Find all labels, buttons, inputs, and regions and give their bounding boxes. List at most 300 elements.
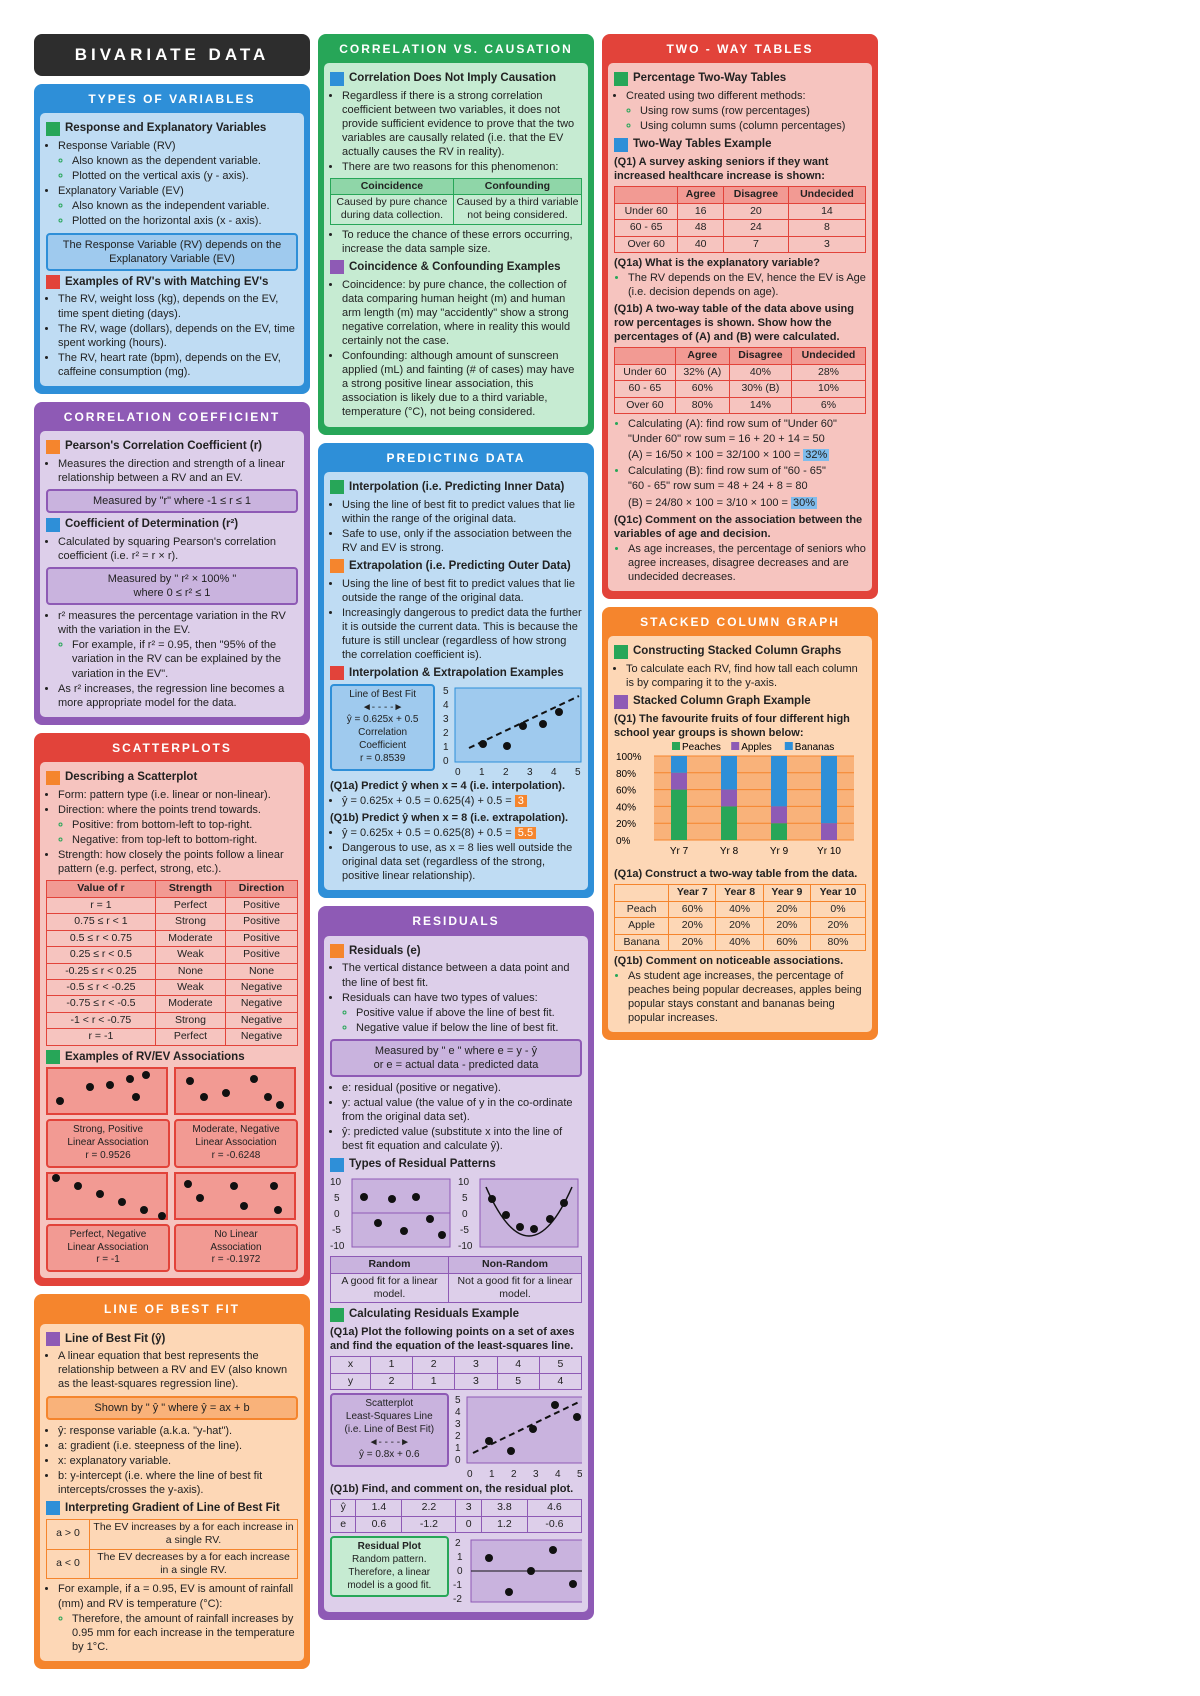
- table-cell: 16: [678, 203, 724, 219]
- orange-square-icon: [46, 771, 60, 785]
- subheading: Examples of RV/EV Associations: [46, 1050, 298, 1065]
- table-header: Coincidence: [331, 178, 454, 194]
- bullet: • Explanatory Variable (EV): [58, 184, 298, 198]
- green-square-icon: [614, 645, 628, 659]
- prediction-scatterplot: [439, 684, 582, 776]
- bar-segment: [671, 790, 687, 840]
- table-cell: -1.2: [402, 1516, 456, 1532]
- table-row: [47, 897, 298, 913]
- table-cell: 20%: [669, 934, 716, 950]
- table-cell: 3: [455, 1357, 497, 1373]
- svg-text:0: 0: [334, 1209, 340, 1221]
- table-cell: 60%: [669, 901, 716, 917]
- svg-text:2: 2: [454, 1431, 461, 1443]
- residual-plot-example: [330, 1536, 582, 1606]
- y-tick-label: 80%: [616, 768, 637, 780]
- table-cell: 5: [497, 1373, 539, 1389]
- table-row: [615, 364, 866, 380]
- bullet: • Safe to use, only if the association between the RV and EV is strong.: [342, 527, 582, 555]
- legend-swatch: [785, 742, 793, 750]
- bullet: • Using the line of best fit to predict values that lie within the range of the original data.: [342, 498, 582, 526]
- calculation: (B) = 24/80 × 100 = 3/10 × 100 = 30%: [628, 496, 816, 509]
- x-tick: 1: [479, 766, 485, 776]
- svg-text:4: 4: [454, 1407, 461, 1419]
- residuals-card: [318, 906, 594, 1620]
- subheading: Residuals (e): [330, 944, 582, 959]
- subheading: Percentage Two-Way Tables: [614, 71, 866, 86]
- svg-text:-5: -5: [460, 1225, 469, 1237]
- svg-text:5: 5: [576, 1469, 582, 1480]
- table-cell: 20: [724, 203, 789, 219]
- strong-positive-scatter: [46, 1067, 168, 1115]
- calculation: (A) = 16/50 × 100 = 32/100 × 100 = 32%: [628, 449, 828, 462]
- answer: • ŷ = 0.625x + 0.5 = 0.625(4) + 0.5 = 3: [342, 794, 582, 808]
- table-cell: 2.2: [402, 1500, 456, 1516]
- table-cell: Perfect: [155, 1029, 225, 1045]
- svg-text:3: 3: [532, 1469, 539, 1480]
- subheading: Constructing Stacked Column Graphs: [614, 644, 866, 659]
- bullet: ◦ Positive value if above the line of best fit.: [356, 1006, 582, 1020]
- answer: • Dangerous to use, as x = 8 lies well outside the original data set (regardless of the strong, positive linear relationship).: [342, 841, 582, 883]
- residual-table: [330, 1499, 582, 1533]
- bullet: ◦ Plotted on the horizontal axis (x - axis).: [72, 214, 298, 228]
- bullet: • r² measures the percentage variation in the RV with the variation in the EV.: [58, 609, 298, 637]
- x-tick-label: Yr 10: [817, 846, 841, 858]
- table-cell: Under 60: [615, 364, 676, 380]
- table-row: [47, 947, 298, 963]
- orange-square-icon: [330, 944, 344, 958]
- legend-label: Apples: [741, 742, 772, 754]
- purple-square-icon: [330, 260, 344, 274]
- x-tick: 3: [527, 766, 533, 776]
- table-cell: 0.75 ≤ r < 1: [47, 914, 156, 930]
- svg-text:-5: -5: [332, 1225, 341, 1237]
- bullet: • y: actual value (the value of y in the co-ordinate from the original data set).: [342, 1096, 582, 1124]
- two-way-tables-card: [602, 34, 878, 599]
- table-header: Strength: [155, 881, 225, 897]
- bullet: • The RV, weight loss (kg), depends on the EV, time spent dieting (days).: [58, 292, 298, 320]
- table-row: [47, 996, 298, 1012]
- table-cell: 0.25 ≤ r < 0.5: [47, 947, 156, 963]
- residual-plot: [453, 1536, 582, 1606]
- card-heading: TYPES OF VARIABLES: [88, 92, 256, 106]
- subheading: Line of Best Fit (ŷ): [46, 1332, 298, 1347]
- svg-text:3: 3: [454, 1419, 461, 1431]
- table-cell: 5: [539, 1357, 581, 1373]
- column-1: [34, 34, 310, 1677]
- stacked-column-graph-card: [602, 607, 878, 1040]
- table-header: Non-Random: [449, 1257, 582, 1273]
- subheading: Interpolation & Extrapolation Examples: [330, 666, 582, 681]
- formula-box: Measured by " e " where e = y - ŷ or e = actual data - predicted data: [330, 1039, 582, 1077]
- y-tick-label: 40%: [616, 802, 637, 814]
- bullet: • Measures the direction and strength of a linear relationship between a RV and an EV.: [58, 457, 298, 485]
- table-cell: -0.25 ≤ r < 0.25: [47, 963, 156, 979]
- bullet: • x: explanatory variable.: [58, 1454, 298, 1468]
- y-tick: 5: [443, 685, 449, 697]
- question: (Q1a) Plot the following points on a set of axes and find the equation of the least-squares line.: [330, 1326, 575, 1353]
- table-cell: ŷ: [331, 1500, 356, 1516]
- green-square-icon: [46, 1050, 60, 1064]
- table-header: Agree: [675, 348, 729, 364]
- blue-square-icon: [614, 138, 628, 152]
- y-tick: 0: [443, 755, 449, 767]
- bar-segment: [821, 823, 837, 840]
- table-cell: -0.75 ≤ r < -0.5: [47, 996, 156, 1012]
- table-cell: 3: [455, 1373, 497, 1389]
- table-cell: 40%: [716, 934, 763, 950]
- table-row: [615, 934, 866, 950]
- table-cell: 1: [370, 1357, 412, 1373]
- subheading: Interpolation (i.e. Predicting Inner Data): [330, 480, 582, 495]
- x-tick: 4: [551, 766, 557, 776]
- y-tick: 3: [443, 713, 449, 725]
- table-cell: 2: [370, 1373, 412, 1389]
- svg-text:-10: -10: [330, 1241, 345, 1253]
- table-header: Year 8: [716, 885, 763, 901]
- bullet: • Coincidence: by pure chance, the collection of data comparing human height (m) and human arm length (m) may "accidently" show a strong negative correlation, where in reality this would certainly not the case.: [342, 278, 582, 348]
- table-row: [615, 397, 866, 413]
- bullet: • To reduce the chance of these errors occurring, increase the data sample size.: [342, 228, 582, 256]
- calculation: "Under 60" row sum = 16 + 20 + 14 = 50: [628, 433, 825, 446]
- bullet: • ŷ: predicted value (substitute x into the line of best fit equation and calculate ŷ).: [342, 1125, 582, 1153]
- calculation: • Calculating (A): find row sum of "Under 60": [628, 417, 866, 431]
- bullet: • A linear equation that best represents the relationship between a RV and EV (also known as the least-squares regression line).: [58, 1349, 298, 1391]
- pattern-table: [330, 1256, 582, 1303]
- answer: • As student age increases, the percentage of peaches being popular decreases, apples being popular stays constant and bananas being popular increases.: [628, 969, 866, 1025]
- bullet: • Regardless if there is a strong correlation coefficient between two variables, it does not provide sufficient evidence to prove that the two variables are causally related (i.e. that the EV actually causes the RV in reality).: [342, 89, 582, 159]
- table-row: [47, 1012, 298, 1028]
- least-squares-scatterplot: [453, 1393, 582, 1479]
- bullet: • To calculate each RV, find how tall each column is by comparing it to the y-axis.: [626, 662, 866, 690]
- table-cell: 4: [497, 1357, 539, 1373]
- table-cell: Positive: [226, 930, 298, 946]
- bullet: ◦ For example, if r² = 0.95, then "95% of the variation in the RV can be explained by the variation in the EV".: [72, 638, 298, 680]
- table-header: Year 9: [763, 885, 810, 901]
- table-cell: 3.8: [481, 1500, 527, 1516]
- y-tick-label: 100%: [616, 752, 642, 764]
- legend-box: Line of Best Fit ◄- - - -► ŷ = 0.625x + 0.5 Correlation Coefficient r = 0.8539: [330, 684, 435, 771]
- y-tick-label: 0%: [616, 836, 631, 848]
- table-cell: 20%: [716, 918, 763, 934]
- y-tick: 2: [443, 727, 449, 739]
- line-of-best-fit-card: [34, 1294, 310, 1669]
- red-square-icon: [46, 275, 60, 289]
- bullet: • For example, if a = 0.95, EV is amount of rainfall (mm) and RV is temperature (°C):: [58, 1582, 298, 1610]
- table-cell: 7: [724, 236, 789, 252]
- orange-square-icon: [46, 440, 60, 454]
- y-tick-label: 20%: [616, 819, 637, 831]
- table-cell: 48: [678, 220, 724, 236]
- y-tick: 4: [443, 699, 449, 711]
- x-tick-label: Yr 9: [769, 846, 789, 858]
- subheading: Pearson's Correlation Coefficient (r): [46, 439, 298, 454]
- table-cell: Caused by pure chance during data collection.: [331, 194, 454, 224]
- bar-segment: [771, 807, 787, 824]
- x-tick: 5: [575, 766, 581, 776]
- subheading: Examples of RV's with Matching EV's: [46, 275, 298, 290]
- table-cell: 30% (B): [729, 381, 791, 397]
- table-cell: 2: [413, 1357, 455, 1373]
- table-cell: r = -1: [47, 1029, 156, 1045]
- bullet: • The RV, wage (dollars), depends on the EV, time spent working (hours).: [58, 322, 298, 350]
- table-header: Disagree: [729, 348, 791, 364]
- question: (Q1b) Predict ŷ when x = 8 (i.e. extrapolation).: [330, 811, 569, 824]
- fruit-table: [614, 884, 866, 951]
- bullet: • e: residual (positive or negative).: [342, 1081, 582, 1095]
- svg-text:1: 1: [454, 1443, 461, 1455]
- bullet: • Calculated by squaring Pearson's correlation coefficient (i.e. r² = r × r).: [58, 535, 298, 563]
- table-cell: -0.6: [527, 1516, 581, 1532]
- table-cell: Negative: [226, 979, 298, 995]
- predicting-data-card: [318, 443, 594, 899]
- table-cell: Apple: [615, 918, 669, 934]
- answer: • The RV depends on the EV, hence the EV is Age (i.e. decision depends on age).: [628, 271, 866, 299]
- association-examples: [46, 1067, 298, 1272]
- subheading: Interpreting Gradient of Line of Best Fit: [46, 1501, 298, 1516]
- legend-label: Peaches: [682, 742, 721, 754]
- table-cell: 20%: [811, 918, 866, 934]
- table-cell: 1: [413, 1373, 455, 1389]
- table-row: [47, 979, 298, 995]
- table-header: Agree: [678, 187, 724, 203]
- table-cell: Moderate: [155, 930, 225, 946]
- table-cell: a > 0: [47, 1519, 90, 1549]
- subheading: Two-Way Tables Example: [614, 137, 866, 152]
- bullet: ◦ Also known as the independent variable.: [72, 199, 298, 213]
- bullet: ◦ Plotted on the vertical axis (y - axis).: [72, 169, 298, 183]
- types-of-variables-card: [34, 84, 310, 394]
- legend-box: Residual Plot Random pattern. Therefore, a linear model is a good fit.: [330, 1536, 449, 1597]
- bar-segment: [721, 756, 737, 790]
- table-cell: Not a good fit for a linear model.: [449, 1273, 582, 1303]
- table-header: Undecided: [788, 187, 865, 203]
- bullet: ◦ Positive: from bottom-left to top-right.: [72, 818, 298, 832]
- green-square-icon: [46, 122, 60, 136]
- association-caption: No Linear Association r = -0.1972: [174, 1224, 298, 1272]
- svg-text:0: 0: [456, 1566, 463, 1578]
- table-cell: A good fit for a linear model.: [331, 1273, 449, 1303]
- table-cell: Weak: [155, 979, 225, 995]
- green-square-icon: [614, 72, 628, 86]
- table-cell: The EV increases by a for each increase in a single RV.: [90, 1519, 298, 1549]
- table-cell: None: [226, 963, 298, 979]
- table-cell: 14%: [729, 397, 791, 413]
- question: (Q1b) Comment on noticeable associations.: [614, 954, 844, 967]
- legend-box: Scatterplot Least-Squares Line (i.e. Line of Best Fit) ◄- - - -► ŷ = 0.8x + 0.6: [330, 1393, 449, 1467]
- subheading: Coincidence & Confounding Examples: [330, 260, 582, 275]
- bullet: ◦ Negative: from top-left to bottom-right.: [72, 833, 298, 847]
- bullet: • Residuals can have two types of values:: [342, 991, 582, 1005]
- table-cell: Positive: [226, 897, 298, 913]
- subheading: Describing a Scatterplot: [46, 770, 298, 785]
- table-cell: Over 60: [615, 236, 678, 252]
- bullet: • b: y-intercept (i.e. where the line of best fit intercepts/crosses the y-axis).: [58, 1469, 298, 1497]
- bar-segment: [671, 773, 687, 790]
- bullet: • Response Variable (RV): [58, 139, 298, 153]
- bullet: • Strength: how closely the points follow a linear pattern (e.g. perfect, strong, etc.).: [58, 848, 298, 876]
- bullet: • Confounding: although amount of sunscreen applied (mL) and fainting (# of cases) may have a strong positive linear association, this association is likely due to a third variable, temperature (°C), not being considered.: [342, 349, 582, 419]
- x-tick-label: Yr 7: [669, 846, 689, 858]
- bullet: • Increasingly dangerous to predict data the further it is outside the current data. This is because the future is still unclear (regardless of how strong the correlation coefficient is).: [342, 606, 582, 662]
- table-cell: x: [331, 1357, 371, 1373]
- gradient-table: [46, 1519, 298, 1580]
- association-caption: Moderate, Negative Linear Association r = -0.6248: [174, 1119, 298, 1167]
- svg-text:1: 1: [488, 1469, 495, 1480]
- bullet: • Direction: where the points trend towards.: [58, 803, 298, 817]
- bullet: ◦ Therefore, the amount of rainfall increases by 0.95 mm for each increase in the temperature by 1°C.: [72, 1612, 298, 1654]
- strength-table: [46, 880, 298, 1045]
- table-cell: 40%: [716, 901, 763, 917]
- table-cell: 32% (A): [675, 364, 729, 380]
- row-percentage-table: [614, 347, 866, 414]
- svg-text:0: 0: [462, 1209, 468, 1221]
- calculation: "60 - 65" row sum = 48 + 24 + 8 = 80: [628, 480, 808, 493]
- subheading: Coefficient of Determination (r²): [46, 517, 298, 532]
- table-header: Year 7: [669, 885, 716, 901]
- svg-text:5: 5: [454, 1395, 461, 1407]
- table-cell: 6%: [792, 397, 866, 413]
- table-row: [615, 236, 866, 252]
- table-cell: 0.6: [356, 1516, 402, 1532]
- table-cell: 40%: [729, 364, 791, 380]
- table-cell: 8: [788, 220, 865, 236]
- question: (Q1a) What is the explanatory variable?: [614, 256, 821, 269]
- table-cell: Negative: [226, 1029, 298, 1045]
- least-squares-example: [330, 1393, 582, 1479]
- table-cell: Moderate: [155, 996, 225, 1012]
- table-cell: 1.4: [356, 1500, 402, 1516]
- table-cell: 28%: [792, 364, 866, 380]
- association-caption: Perfect, Negative Linear Association r = -1: [46, 1224, 170, 1272]
- table-cell: Banana: [615, 934, 669, 950]
- subheading: Response and Explanatory Variables: [46, 121, 298, 136]
- x-tick: 2: [503, 766, 509, 776]
- page-title: BIVARIATE DATA: [34, 34, 310, 76]
- question: (Q1a) Predict ŷ when x = 4 (i.e. interpolation).: [330, 779, 566, 792]
- table-cell: 80%: [811, 934, 866, 950]
- question: (Q1a) Construct a two-way table from the data.: [614, 868, 858, 881]
- question: (Q1c) Comment on the association between the variables of age and decision.: [614, 513, 863, 540]
- table-cell: Strong: [155, 1012, 225, 1028]
- subheading: Correlation Does Not Imply Causation: [330, 71, 582, 86]
- formula-box: Measured by " r² × 100% " where 0 ≤ r² ≤ 1: [46, 567, 298, 605]
- question: (Q1b) Find, and comment on, the residual plot.: [330, 1483, 574, 1496]
- table-cell: Strong: [155, 914, 225, 930]
- subheading: Extrapolation (i.e. Predicting Outer Data): [330, 559, 582, 574]
- table-cell: 60 - 65: [615, 220, 678, 236]
- table-cell: 3: [788, 236, 865, 252]
- column-3: [602, 34, 878, 1048]
- subheading: Types of Residual Patterns: [330, 1157, 582, 1172]
- survey-table: [614, 186, 866, 253]
- blue-square-icon: [330, 1158, 344, 1172]
- table-header: Direction: [226, 881, 298, 897]
- purple-square-icon: [46, 1332, 60, 1346]
- svg-text:5: 5: [462, 1193, 468, 1205]
- table-cell: Weak: [155, 947, 225, 963]
- table-cell: Over 60: [615, 397, 676, 413]
- table-cell: r = 1: [47, 897, 156, 913]
- column-2: [318, 34, 594, 1628]
- card-heading: PREDICTING DATA: [386, 450, 526, 465]
- card-heading: SCATTERPLOTS: [112, 740, 232, 755]
- x-tick-label: Yr 8: [719, 846, 739, 858]
- legend-swatch: [672, 742, 680, 750]
- table-header: [615, 348, 676, 364]
- blue-square-icon: [46, 518, 60, 532]
- table-cell: 0.5 ≤ r < 0.75: [47, 930, 156, 946]
- table-header: Confounding: [453, 178, 581, 194]
- green-square-icon: [330, 480, 344, 494]
- card-heading: LINE OF BEST FIT: [104, 1302, 240, 1317]
- svg-text:0: 0: [466, 1469, 473, 1480]
- moderate-negative-scatter: [174, 1067, 296, 1115]
- table-row: [615, 203, 866, 219]
- table-header: Year 10: [811, 885, 866, 901]
- table-cell: None: [155, 963, 225, 979]
- table-cell: 4: [539, 1373, 581, 1389]
- subheading: Stacked Column Graph Example: [614, 694, 866, 709]
- table-cell: 1.2: [481, 1516, 527, 1532]
- formula-box: Shown by " ŷ " where ŷ = ax + b: [46, 1396, 298, 1420]
- table-header: Disagree: [724, 187, 789, 203]
- svg-text:0: 0: [454, 1455, 461, 1467]
- y-tick-label: 60%: [616, 785, 637, 797]
- stacked-column-chart: [614, 740, 864, 864]
- answer: • ŷ = 0.625x + 0.5 = 0.625(8) + 0.5 = 5.5: [342, 826, 582, 840]
- blue-square-icon: [46, 1501, 60, 1515]
- table-row: [47, 963, 298, 979]
- bar-segment: [671, 756, 687, 773]
- non-random-residual-plot: [458, 1175, 582, 1253]
- legend-swatch: [731, 742, 739, 750]
- bullet: • The vertical distance between a data point and the line of best fit.: [342, 961, 582, 989]
- bar-segment: [721, 790, 737, 807]
- table-cell: 40: [678, 236, 724, 252]
- red-square-icon: [330, 666, 344, 680]
- calculation: • Calculating (B): find row sum of "60 - 65": [628, 464, 866, 478]
- table-cell: 0: [456, 1516, 481, 1532]
- card-heading: CORRELATION COEFFICIENT: [63, 409, 281, 424]
- green-square-icon: [330, 1308, 344, 1322]
- table-cell: Negative: [226, 996, 298, 1012]
- table-row: [615, 918, 866, 934]
- table-cell: 3: [456, 1500, 481, 1516]
- association-caption: Strong, Positive Linear Association r = 0.9526: [46, 1119, 170, 1167]
- dashed-line-icon: ◄- - - -►: [361, 701, 404, 713]
- table-cell: Negative: [226, 1012, 298, 1028]
- table-cell: 60%: [763, 934, 810, 950]
- table-cell: 4.6: [527, 1500, 581, 1516]
- bullet: ◦ Negative value if below the line of best fit.: [356, 1021, 582, 1035]
- table-cell: Caused by a third variable not being considered.: [453, 194, 581, 224]
- table-row: [615, 381, 866, 397]
- correlation-coefficient-card: [34, 402, 310, 725]
- table-cell: 60 - 65: [615, 381, 676, 397]
- table-cell: e: [331, 1516, 356, 1532]
- card-heading: STACKED COLUMN GRAPH: [640, 615, 840, 630]
- bullet: • The RV, heart rate (bpm), depends on the EV, caffeine consumption (mg).: [58, 351, 298, 379]
- table-cell: 20%: [669, 918, 716, 934]
- table-cell: 0%: [811, 901, 866, 917]
- bullet: • ŷ: response variable (a.k.a. "y-hat").: [58, 1424, 298, 1438]
- table-cell: Perfect: [155, 897, 225, 913]
- card-heading: RESIDUALS: [412, 914, 500, 929]
- svg-text:10: 10: [330, 1177, 342, 1189]
- table-cell: 14: [788, 203, 865, 219]
- bullet: • Created using two different methods:: [626, 89, 866, 103]
